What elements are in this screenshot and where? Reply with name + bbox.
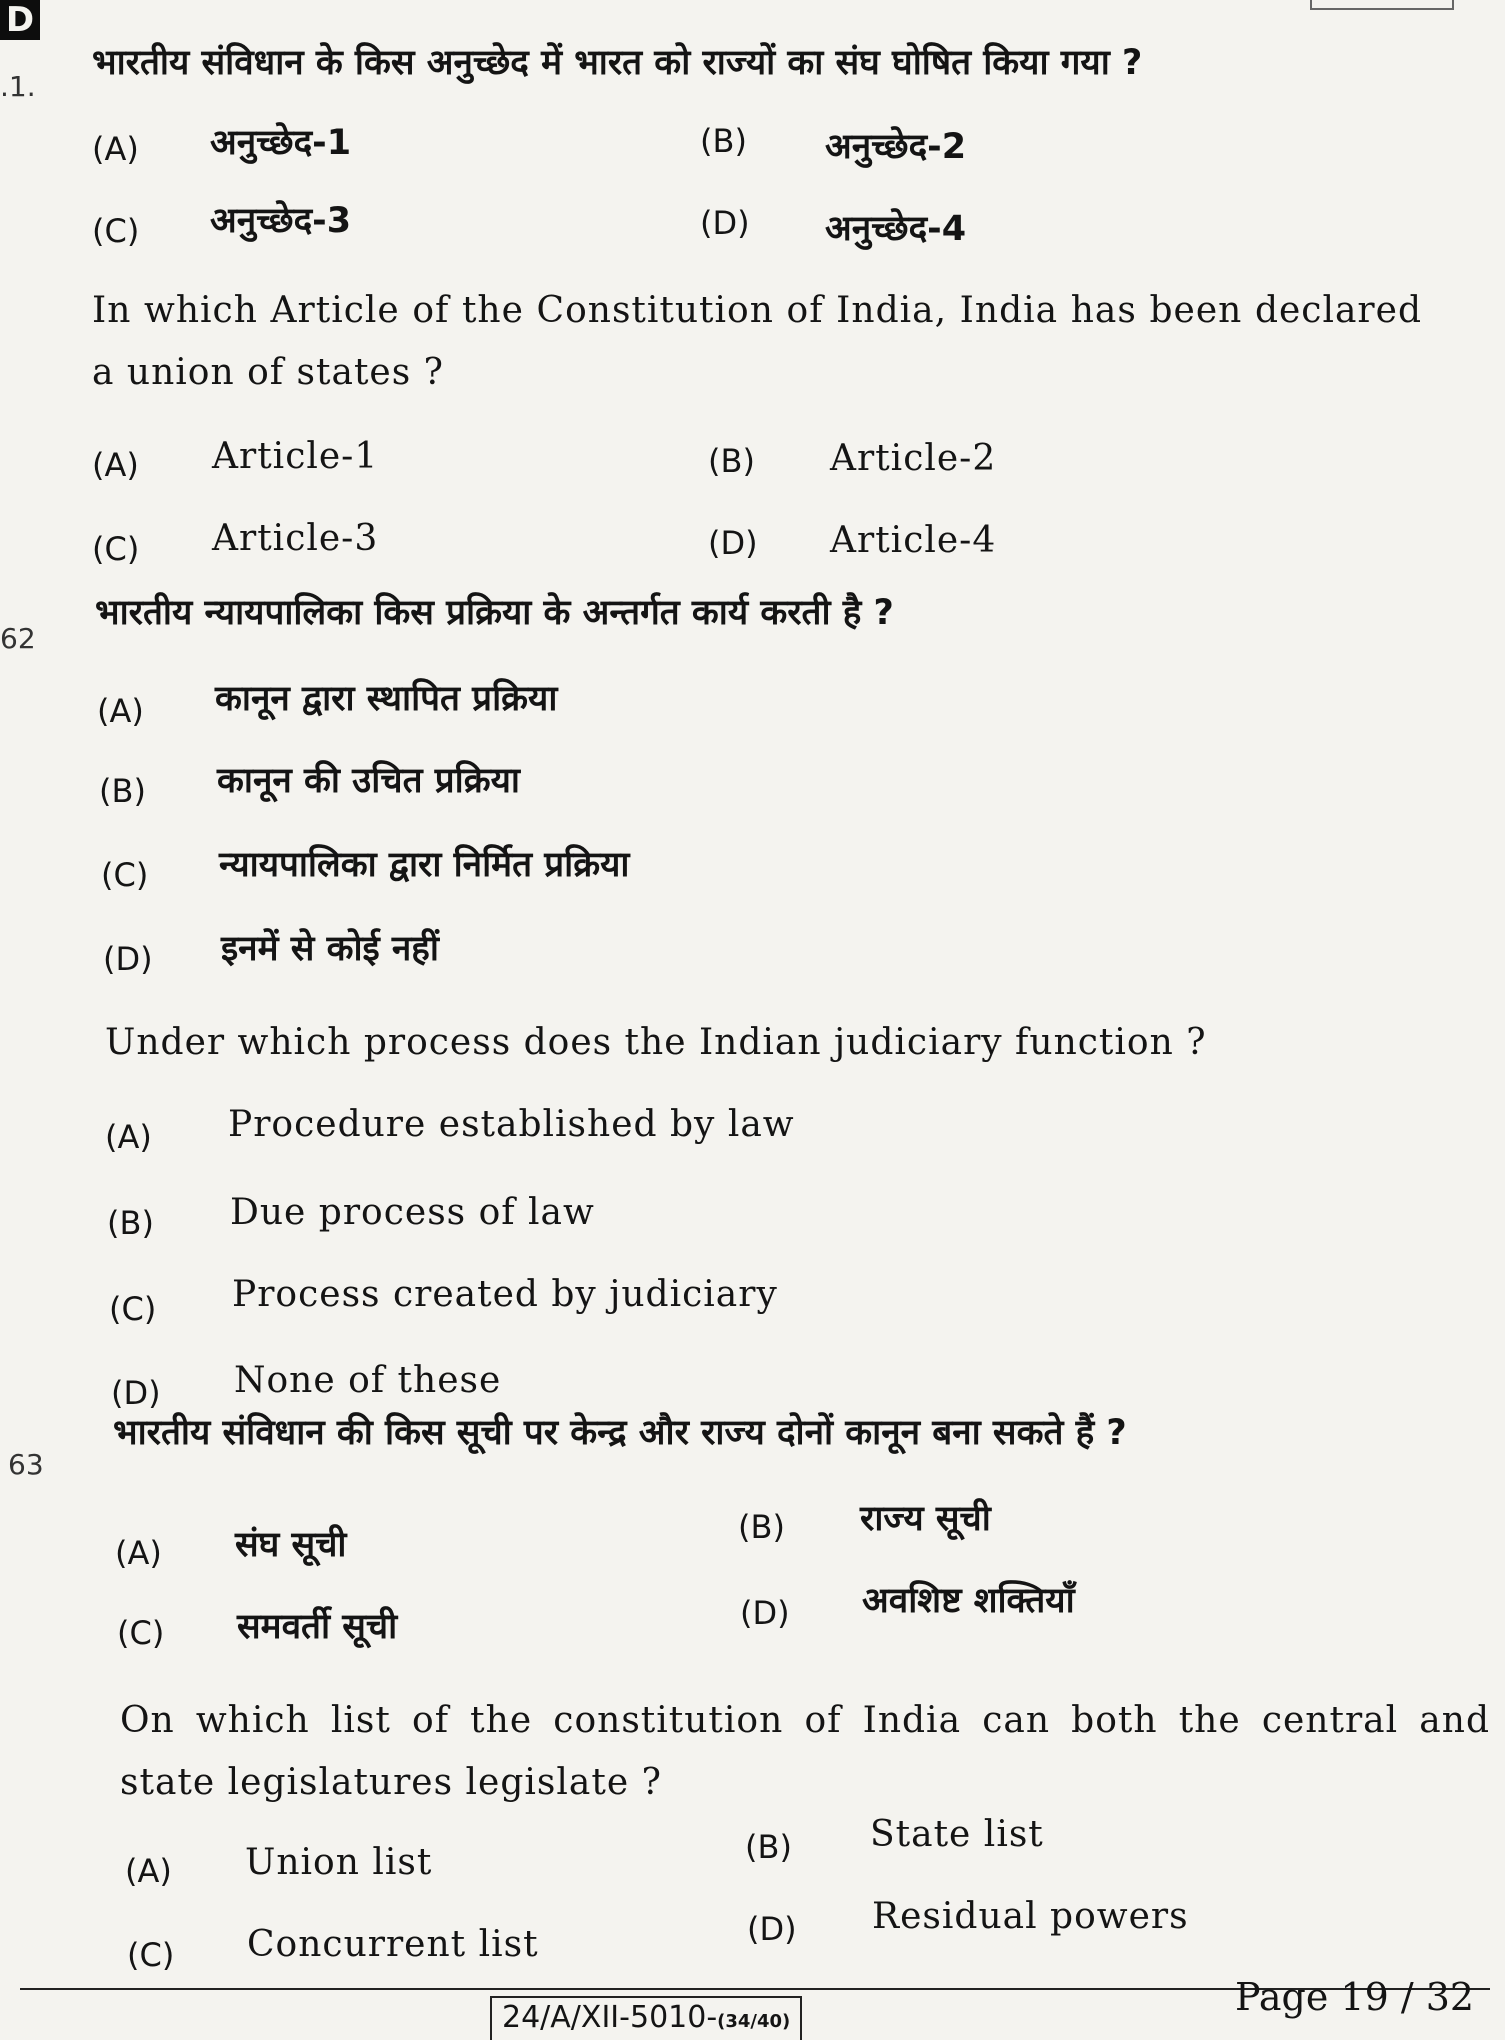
question-hindi: भारतीय संविधान की किस सूची पर केन्द्र और राज्य दोनों कानून बना सकते हैं ? (113, 1413, 1127, 1453)
option-key: (D) (708, 524, 758, 562)
option-key: (B) (99, 772, 146, 810)
option-text: अनुच्छेद-3 (210, 201, 352, 241)
option-text: Union list (245, 1842, 433, 1883)
paper-code-text: 24/A/XII-5010- (502, 2000, 718, 2035)
option-key: (C) (117, 1614, 165, 1652)
header-corner-box (1310, 0, 1454, 10)
option-text: इनमें से कोई नहीं (221, 929, 439, 969)
option-text: अनुच्छेद-1 (210, 123, 352, 163)
option-key: (B) (700, 122, 747, 160)
question-hindi: भारतीय न्यायपालिका किस प्रक्रिया के अन्तर्गत कार्य करती है ? (95, 593, 894, 633)
option-key: (D) (111, 1374, 161, 1412)
option-text: Due process of law (230, 1192, 595, 1233)
question-hindi: भारतीय संविधान के किस अनुच्छेद में भारत को राज्यों का संघ घोषित किया गया ? (92, 43, 1143, 83)
option-key: (A) (92, 446, 139, 484)
option-key: (A) (125, 1852, 172, 1890)
option-text: कानून द्वारा स्थापित प्रक्रिया (215, 679, 558, 719)
question-number: .1. (0, 70, 36, 103)
option-key: (A) (92, 130, 139, 168)
option-key: (A) (97, 692, 144, 730)
option-text: Procedure established by law (228, 1104, 795, 1145)
option-key: (D) (700, 204, 750, 242)
option-key: (C) (101, 856, 149, 894)
page-number: Page 19 / 32 (1235, 1975, 1475, 2019)
option-key: (C) (92, 530, 140, 568)
option-text: Process created by judiciary (232, 1274, 778, 1315)
question-english: Under which process does the Indian judiciary function ? (105, 1022, 1207, 1063)
option-key: (B) (745, 1828, 792, 1866)
option-key: (C) (127, 1936, 175, 1974)
option-text: कानून की उचित प्रक्रिया (217, 761, 520, 801)
option-text: Article-3 (212, 518, 379, 559)
option-text: अवशिष्ट शक्तियाँ (862, 1581, 1075, 1621)
booklet-series-badge: D (0, 0, 40, 40)
option-key: (B) (738, 1508, 785, 1546)
question-number: 63 (8, 1448, 44, 1481)
option-text: Concurrent list (247, 1924, 539, 1965)
question-english: On which list of the constitution of India can both the central and state legislatures legislate ? (120, 1700, 1490, 1803)
option-key: (D) (740, 1594, 790, 1632)
option-text: संघ सूची (235, 1525, 347, 1565)
option-key: (D) (747, 1910, 797, 1948)
option-key: (B) (708, 442, 755, 480)
question-english: In which Article of the Constitution of India, India has been declared a union of states ? (92, 290, 1422, 393)
paper-code (490, 1996, 802, 2040)
option-key: (B) (107, 1204, 154, 1242)
option-text: Residual powers (872, 1896, 1189, 1937)
option-text: Article-1 (212, 436, 379, 477)
option-key: (C) (109, 1290, 157, 1328)
option-key: (A) (105, 1118, 152, 1156)
option-text: अनुच्छेद-2 (825, 127, 967, 167)
option-text: राज्य सूची (860, 1499, 991, 1539)
option-text: समवर्ती सूची (237, 1607, 398, 1647)
option-key: (A) (115, 1534, 162, 1572)
option-key: (C) (92, 212, 140, 250)
question-number: 62 (0, 622, 36, 655)
option-text: State list (870, 1814, 1044, 1855)
option-key: (D) (103, 940, 153, 978)
option-text: Article-2 (830, 438, 997, 479)
paper-code-suffix: (34/40) (717, 2011, 791, 2032)
option-text: Article-4 (830, 520, 997, 561)
option-text: न्यायपालिका द्वारा निर्मित प्रक्रिया (219, 845, 630, 885)
option-text: None of these (234, 1360, 502, 1401)
option-text: अनुच्छेद-4 (825, 209, 967, 249)
